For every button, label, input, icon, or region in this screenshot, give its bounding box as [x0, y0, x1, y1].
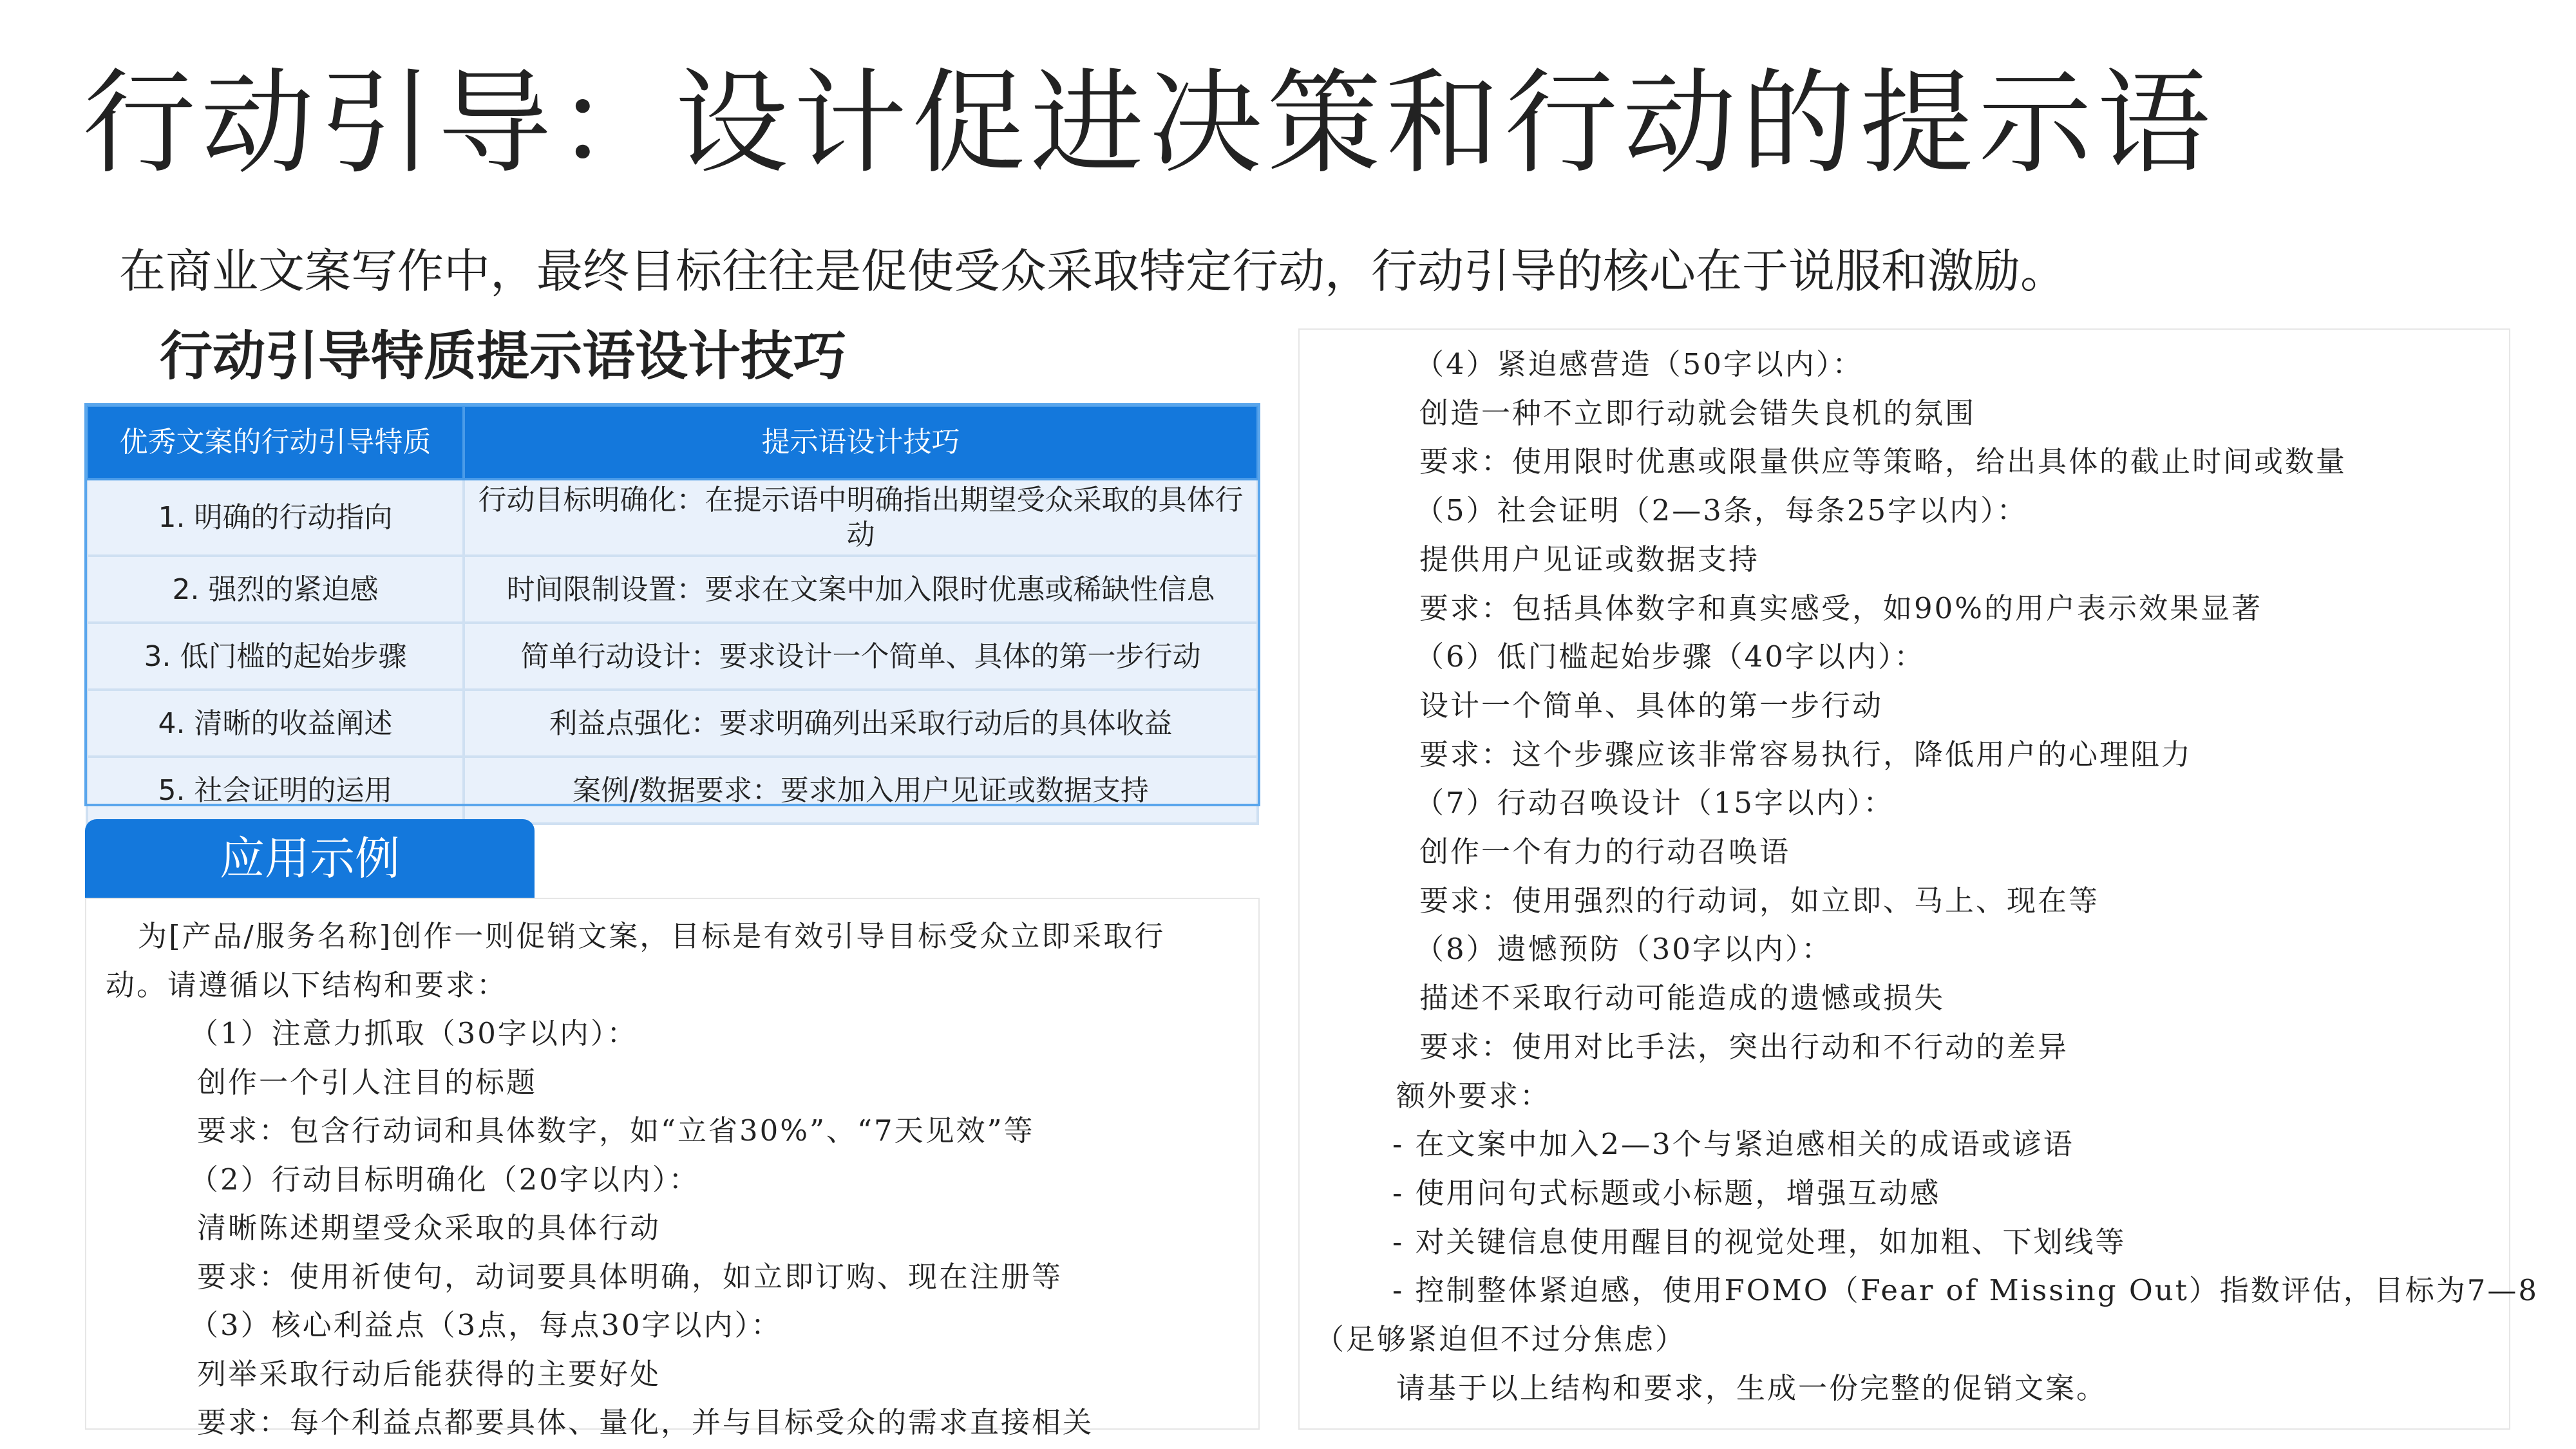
text-line: （3）核心利益点（3点，每点30字以内）：	[189, 1308, 782, 1342]
text-line: 描述不采取行动可能造成的遗憾或损失	[1419, 981, 1946, 1016]
trait-cell: 4. 清晰的收益阐述	[87, 690, 464, 757]
table-row	[87, 757, 1258, 824]
technique-cell: 简单行动设计：要求设计一个简单、具体的第一步行动	[464, 623, 1258, 690]
table-row	[87, 623, 1258, 690]
text-line: （6）低门槛起始步骤（40字以内）：	[1415, 639, 1926, 674]
column-header-trait: 优秀文案的行动引导特质	[87, 406, 464, 479]
text-line: 要求：使用祈使句，动词要具体明确，如立即订购、现在注册等	[197, 1259, 1063, 1294]
example-text-left	[85, 898, 1260, 1439]
text-line: 要求：每个利益点都要具体、量化，并与目标受众的需求直接相关	[197, 1405, 1094, 1439]
text-line: 列举采取行动后能获得的主要好处	[197, 1356, 661, 1391]
text-line: 为[产品/服务名称]创作一则促销文案，目标是有效引导目标受众立即采取行	[138, 919, 1166, 953]
text-line: 要求：使用强烈的行动词，如立即、马上、现在等	[1419, 883, 2100, 918]
text-line: 设计一个简单、具体的第一步行动	[1419, 688, 1884, 723]
table-row	[87, 556, 1258, 623]
trait-cell: 5. 社会证明的运用	[87, 757, 464, 824]
text-line: 清晰陈述期望受众采取的具体行动	[197, 1211, 661, 1245]
text-line: 要求：这个步骤应该非常容易执行，降低用户的心理阻力	[1419, 737, 2193, 772]
text-line: 要求：使用限时优惠或限量供应等策略，给出具体的截止时间或数量	[1419, 444, 2347, 479]
text-line: 要求：使用对比手法，突出行动和不行动的差异	[1419, 1029, 2069, 1064]
trait-cell: 3. 低门槛的起始步骤	[87, 623, 464, 690]
text-line: 动。请遵循以下结构和要求：	[106, 967, 508, 1002]
text-line: 要求：包含行动词和具体数字，如“立省30%”、“7天见效”等	[197, 1113, 1035, 1148]
text-line: （8）遗憾预防（30字以内）：	[1415, 932, 1833, 967]
technique-cell: 利益点强化：要求明确列出采取行动后的具体收益	[464, 690, 1258, 757]
text-line: 要求：包括具体数字和真实感受，如90%的用户表示效果显著	[1419, 591, 2263, 625]
text-line: 创作一个引人注目的标题	[197, 1065, 538, 1099]
text-line: 提供用户见证或数据支持	[1419, 542, 1760, 576]
text-line: - 使用问句式标题或小标题，增强互动感	[1392, 1175, 1941, 1210]
trait-cell: 1. 明确的行动指向	[87, 479, 464, 556]
text-line: - 对关键信息使用醒目的视觉处理，如加粗、下划线等	[1392, 1224, 2126, 1259]
text-line: 额外要求：	[1396, 1078, 1551, 1113]
page-title: 行动引导：设计促进决策和行动的提示语	[82, 57, 2216, 189]
example-tab: 应用示例	[85, 819, 535, 898]
text-line: （7）行动召唤设计（15字以内）：	[1415, 786, 1895, 820]
text-line: （2）行动目标明确化（20字以内）：	[189, 1162, 700, 1197]
text-line: （足够紧迫但不过分焦虑）	[1315, 1322, 1687, 1357]
text-line: - 控制整体紧迫感，使用FOMO（Fear of Missing Out）指数评估，目标为7—8	[1392, 1273, 2539, 1308]
table-row	[87, 479, 1258, 556]
example-text-right	[1298, 328, 2539, 1430]
column-header-technique: 提示语设计技巧	[464, 406, 1258, 479]
trait-cell: 2. 强烈的紧迫感	[87, 556, 464, 623]
text-line: 创造一种不立即行动就会错失良机的氛围	[1419, 395, 1976, 430]
table-title: 行动引导特质提示语设计技巧	[160, 326, 847, 387]
text-line: 请基于以上结构和要求，生成一份完整的促销文案。	[1396, 1370, 2108, 1405]
table-header-row	[87, 406, 1258, 479]
intro-text: 在商业文案写作中，最终目标往往是促使受众采取特定行动，行动引导的核心在于说服和激励。	[119, 244, 2067, 298]
text-line: 创作一个有力的行动召唤语	[1419, 835, 1791, 869]
table-row	[87, 690, 1258, 757]
text-line: - 在文案中加入2—3个与紧迫感相关的成语或谚语	[1392, 1127, 2074, 1162]
text-line: （5）社会证明（2—3条，每条25字以内）：	[1415, 493, 2028, 528]
technique-cell: 案例/数据要求：要求加入用户见证或数据支持	[464, 757, 1258, 824]
text-line: （4）紧迫感营造（50字以内）：	[1415, 347, 1864, 381]
technique-cell: 时间限制设置：要求在文案中加入限时优惠或稀缺性信息	[464, 556, 1258, 623]
traits-table	[86, 404, 1259, 825]
text-line: （1）注意力抓取（30字以内）：	[189, 1016, 638, 1050]
technique-cell: 行动目标明确化：在提示语中明确指出期望受众采取的具体行动	[464, 479, 1258, 556]
